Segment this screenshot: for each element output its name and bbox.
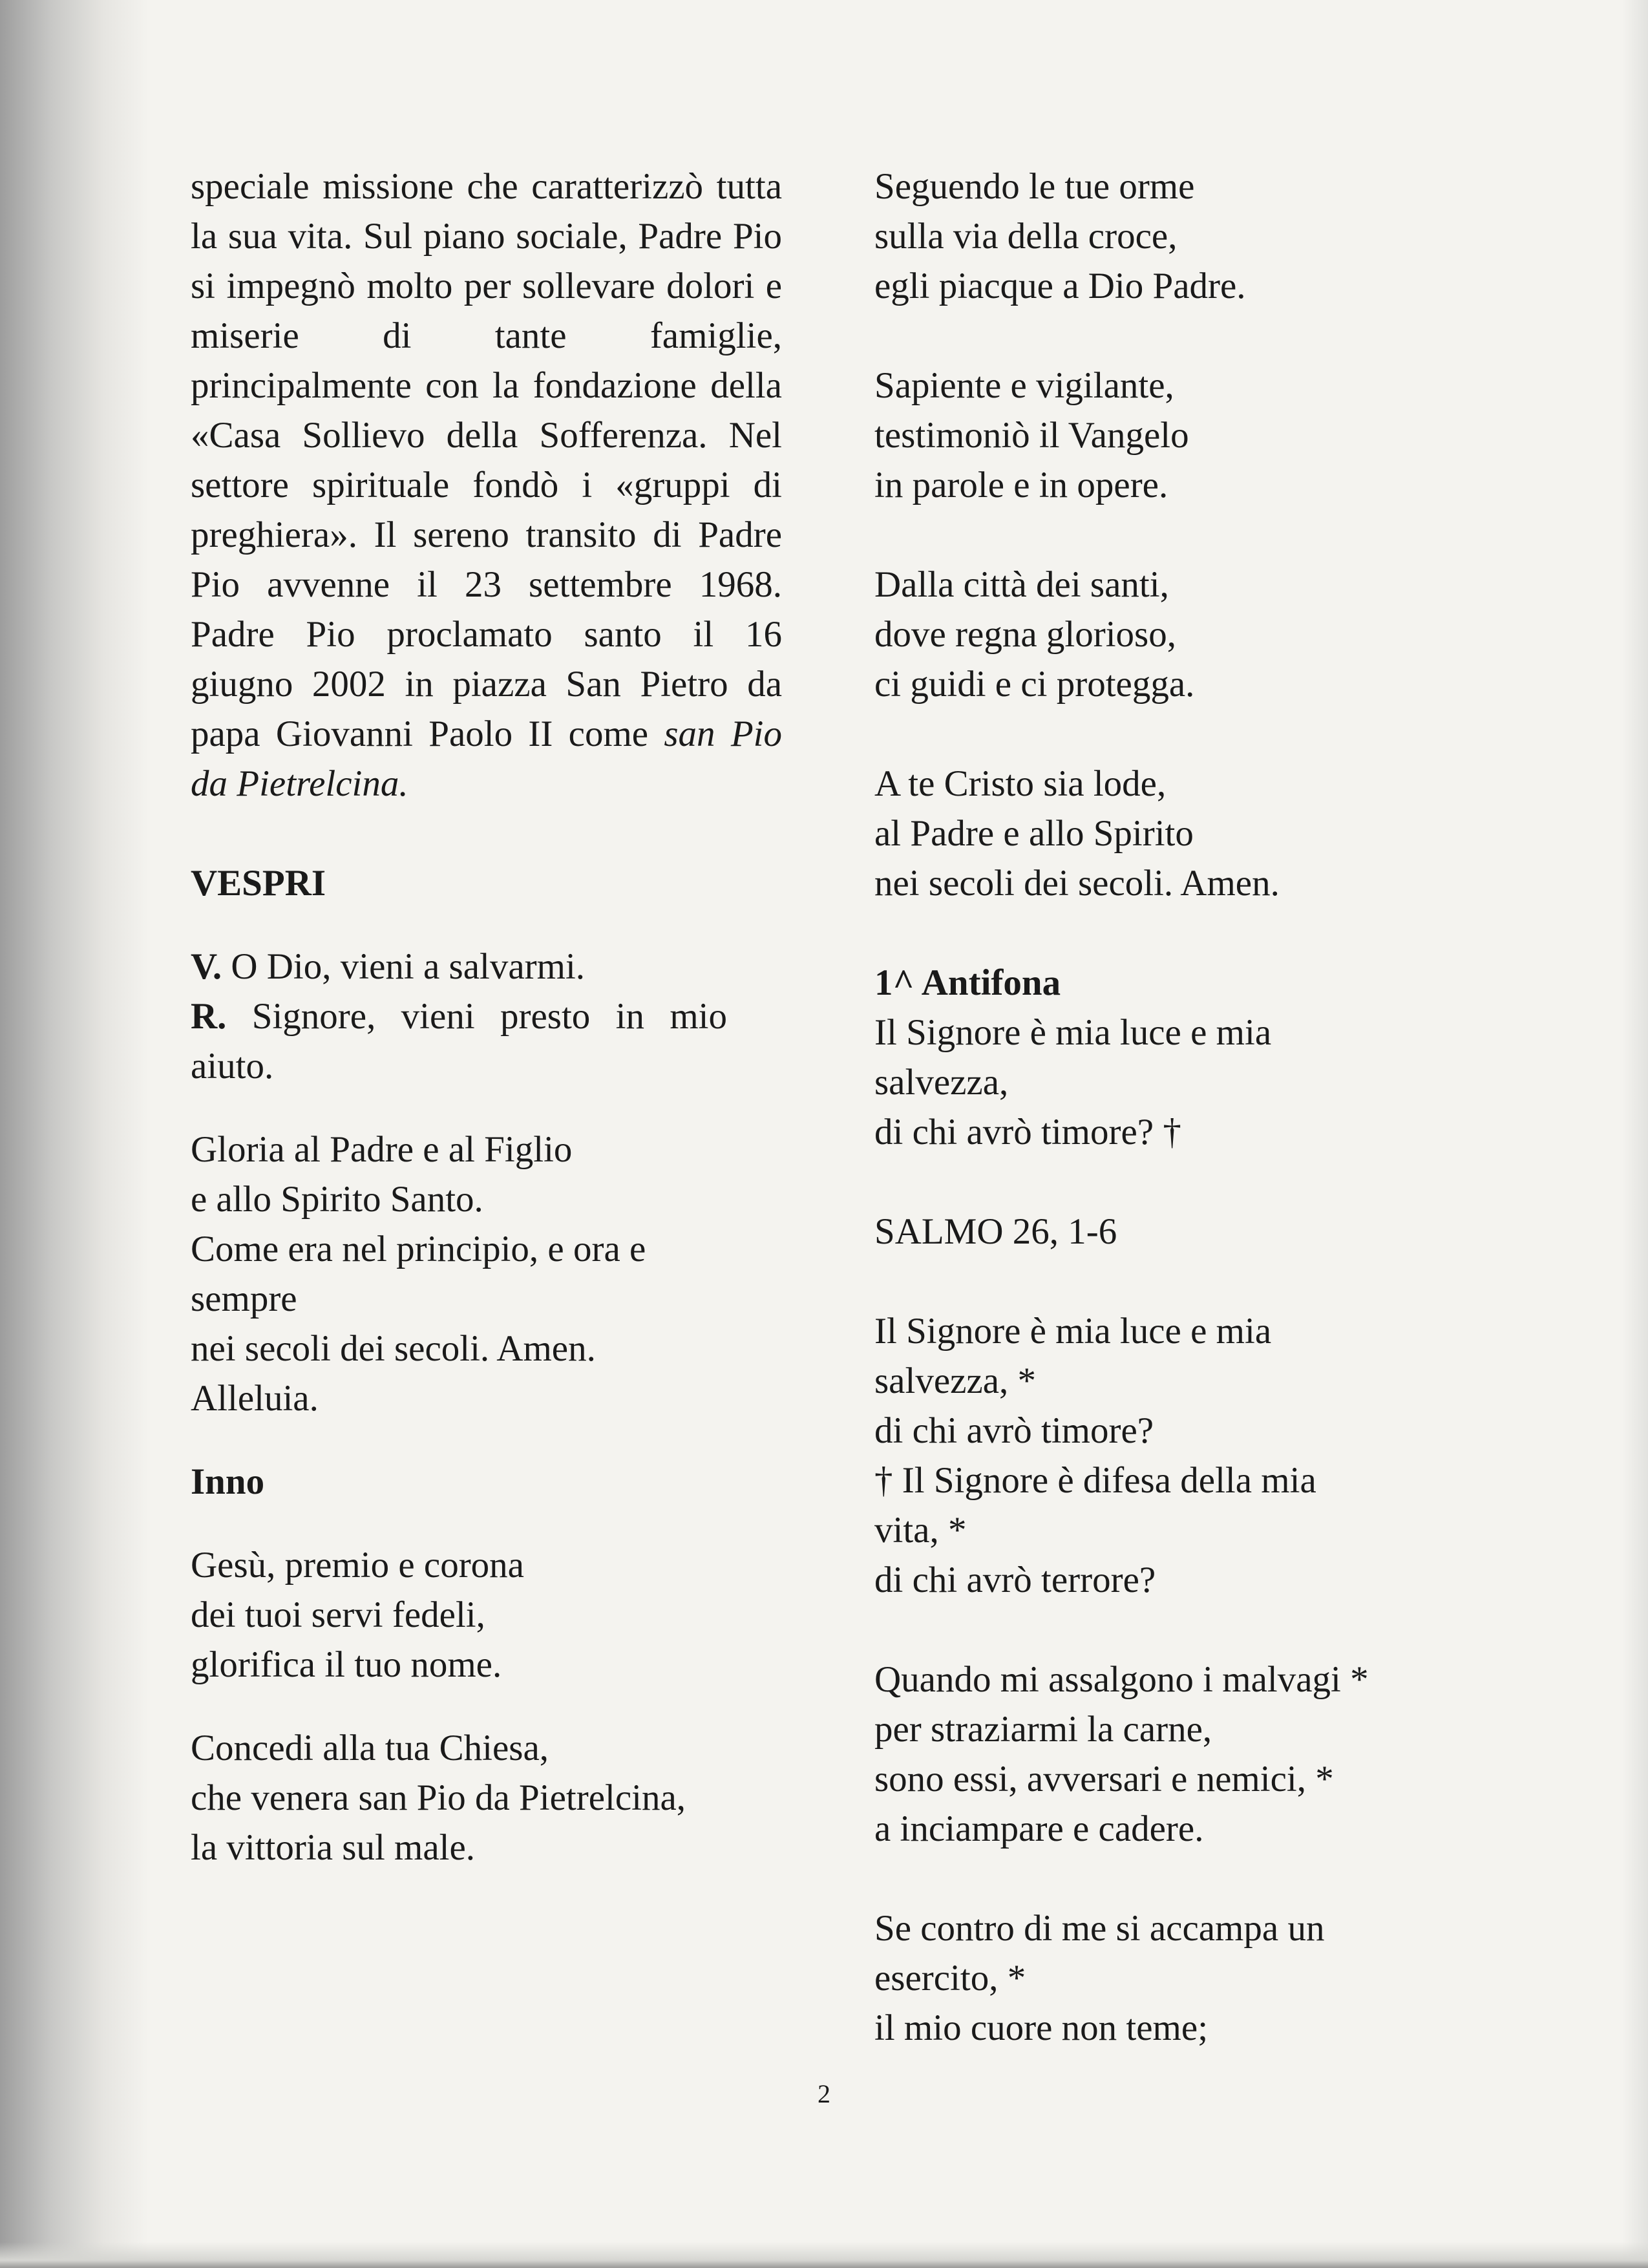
gloria-line: Alleluia.	[191, 1378, 319, 1419]
left-column	[191, 162, 782, 1872]
inno-line: sulla via della croce,	[874, 216, 1178, 257]
salmo-stanza-1	[874, 1306, 1456, 1605]
antifona-line: salvezza,	[874, 1062, 1009, 1103]
binding-shadow	[0, 0, 149, 2268]
page-edge-bottom	[0, 2242, 1648, 2268]
versicle	[191, 942, 782, 991]
inno-line: Gesù, premio e corona	[191, 1545, 524, 1585]
salmo-heading: SALMO 26, 1-6	[874, 1211, 1117, 1252]
salmo-line: a inciampare e cadere.	[874, 1808, 1204, 1849]
salmo-line: esercito, *	[874, 1958, 1026, 1998]
inno-line: la vittoria sul male.	[191, 1827, 476, 1868]
inno-line: testimoniò il Vangelo	[874, 415, 1189, 456]
gloria-line: Gloria al Padre e al Figlio	[191, 1129, 573, 1170]
inno-stanza-2	[191, 1723, 782, 1872]
salmo-line: † Il Signore è difesa della mia	[874, 1460, 1316, 1501]
inno-stanza-3	[874, 162, 1456, 311]
salmo-line: Quando mi assalgono i malvagi *	[874, 1659, 1369, 1700]
gloria-stanza	[191, 1125, 782, 1423]
gloria-line: Come era nel principio, e ora e	[191, 1229, 646, 1269]
vespri-heading: VESPRI	[191, 863, 326, 904]
gloria-line: nei secoli dei secoli. Amen.	[191, 1328, 596, 1369]
versicle-label: V.	[191, 946, 222, 987]
page-edge-right	[1622, 0, 1648, 2268]
inno-line: dove regna glorioso,	[874, 614, 1176, 655]
right-column	[874, 162, 1456, 2053]
salmo-line: Il Signore è mia luce e mia	[874, 1311, 1272, 1351]
inno-line: nei secoli dei secoli. Amen.	[874, 863, 1280, 904]
bio-saint-name: san Pio da Pietrelcina.	[191, 714, 782, 804]
inno-stanza-4	[874, 361, 1456, 510]
response	[191, 991, 727, 1091]
versicle-text: O Dio, vieni a salvarmi.	[231, 946, 586, 987]
inno-stanza-1	[191, 1540, 782, 1690]
salmo-line: salvezza, *	[874, 1361, 1037, 1401]
salmo-stanza-3	[874, 1903, 1456, 2053]
page-number: 2	[818, 2079, 830, 2108]
salmo-line: di chi avrò terrore?	[874, 1560, 1156, 1600]
antifona-heading: 1^ Antifona	[874, 962, 1061, 1003]
salmo-line: di chi avrò timore?	[874, 1410, 1154, 1451]
gloria-line: sempre	[191, 1278, 297, 1319]
salmo-line: vita, *	[874, 1510, 967, 1551]
response-label: R.	[191, 996, 227, 1037]
inno-stanza-5	[874, 560, 1456, 709]
response-text: Signore, vieni presto in mio aiuto.	[191, 996, 727, 1086]
inno-line: Seguendo le tue orme	[874, 166, 1195, 207]
antifona-text	[874, 1008, 1456, 1157]
salmo-line: sono essi, avversari e nemici, *	[874, 1759, 1334, 1799]
gloria-line: e allo Spirito Santo.	[191, 1179, 483, 1220]
inno-line: glorifica il tuo nome.	[191, 1644, 502, 1685]
antifona-line: di chi avrò timore? †	[874, 1112, 1181, 1152]
inno-line: che venera san Pio da Pietrelcina,	[191, 1777, 686, 1818]
inno-line: ci guidi e ci protegga.	[874, 664, 1195, 705]
inno-line: Sapiente e vigilante,	[874, 365, 1174, 406]
inno-line: al Padre e allo Spirito	[874, 813, 1194, 854]
salmo-stanza-2	[874, 1655, 1456, 1854]
inno-line: dei tuoi servi fedeli,	[191, 1595, 485, 1635]
bio-paragraph	[191, 162, 782, 809]
inno-line: egli piacque a Dio Padre.	[874, 266, 1246, 306]
inno-line: A te Cristo sia lode,	[874, 763, 1167, 804]
salmo-line: il mio cuore non teme;	[874, 2008, 1209, 2048]
inno-heading: Inno	[191, 1461, 265, 1502]
inno-line: in parole e in opere.	[874, 465, 1168, 505]
salmo-line: per straziarmi la carne,	[874, 1709, 1212, 1750]
bio-text: speciale missione che caratterizzò tutta la sua vita. Sul piano sociale, Padre Pio si impegnò molto per sollevare dolori e miserie di tante famiglie, principalmente con la fondazione della «Casa Sollievo della Sofferenza. Nel settore spirituale fondò i «gruppi di preghiera». Il sereno transito di Padre Pio avvenne il 23 settembre 1968. Padre Pio proclamato santo il 16 giugno 2002 in piazza San Pietro da papa Giovanni Paolo II come	[191, 166, 782, 754]
antifona-line: Il Signore è mia luce e mia	[874, 1012, 1272, 1053]
inno-stanza-6	[874, 759, 1456, 908]
inno-line: Dalla città dei santi,	[874, 564, 1169, 605]
inno-line: Concedi alla tua Chiesa,	[191, 1728, 549, 1768]
salmo-line: Se contro di me si accampa un	[874, 1908, 1325, 1949]
